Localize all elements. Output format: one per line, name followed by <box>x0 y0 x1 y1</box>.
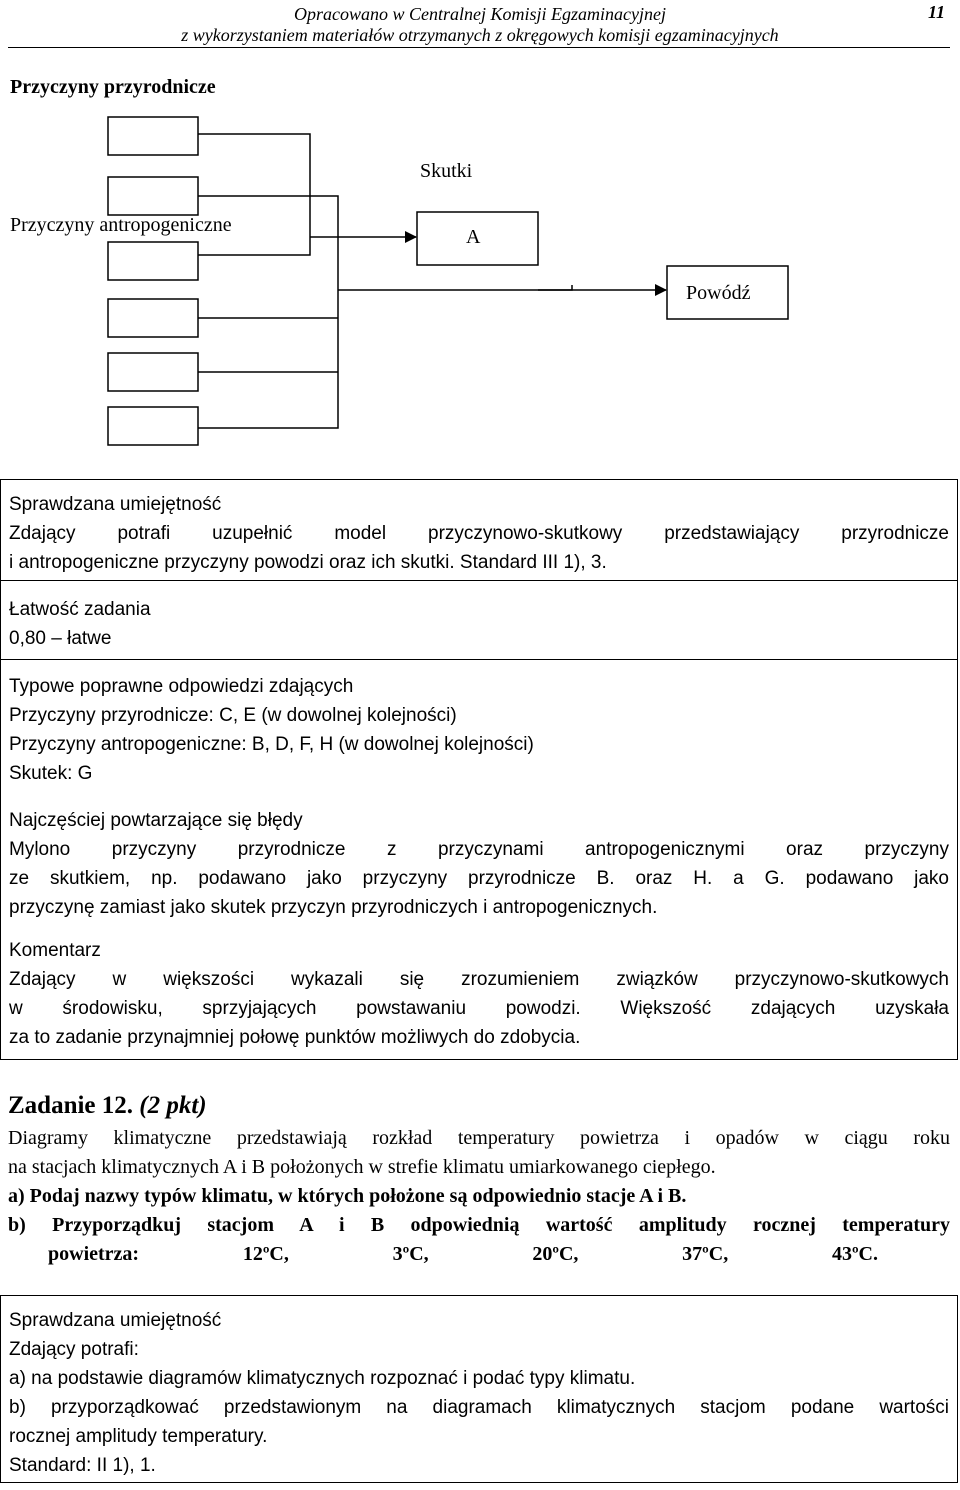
header-line-1: Opracowano w Centralnej Komisji Egzaminacyjnej <box>294 4 666 24</box>
errors-line-1: Mylono przyczyny przyrodnicze z przyczynami antropogenicznymi oraz przyczyny <box>9 839 949 860</box>
task12-part-b-values <box>48 1240 878 1269</box>
flood-box <box>667 266 788 319</box>
cause-box-1 <box>108 117 198 155</box>
cause-box-2 <box>108 177 198 215</box>
anthropogenic-causes-label: Przyczyny antropogeniczne <box>10 214 232 236</box>
cause-effect-diagram <box>0 0 960 460</box>
skill-line-1: Zdający potrafi uzupełnić model przyczynowo-skutkowy przedstawiający przyrodnicze <box>9 523 949 544</box>
task12-points: (2 pkt) <box>139 1092 207 1119</box>
effect-box-a <box>417 212 538 265</box>
anthropogenic-to-flood-connector <box>338 285 572 290</box>
errors-line-2: ze skutkiem, np. podawano jako przyczyny przyrodnicze B. oraz H. a G. podawano jako <box>9 868 949 889</box>
cause-box-5 <box>108 353 198 391</box>
answers-box <box>0 659 958 1060</box>
flood-label: Powódź <box>686 282 751 304</box>
box-a-label: A <box>466 226 481 248</box>
errors-line-3: przyczynę zamiast jako skutek przyczyn przyrodniczych i antropogenicznych. <box>9 897 658 918</box>
task12-intro-line-1: Diagramy klimatyczne przedstawiają rozkład temperatury powietrza i opadów w ciągu roku <box>8 1127 950 1149</box>
effects-label: Skutki <box>420 160 473 182</box>
task12-title: Zadanie 12. <box>8 1092 134 1119</box>
skill2-line-5: Standard: II 1), 1. <box>9 1455 156 1476</box>
comment-line-2: w środowisku, sprzyjających powstawaniu powodzi. Większość zdających uzyskała <box>9 998 949 1019</box>
answers-line-2: Przyczyny antropogeniczne: B, D, F, H (w dowolnej kolejności) <box>9 734 534 755</box>
task12-intro-line-2: na stacjach klimatycznych A i B położonych w strefie klimatu umiarkowanego ciepłego. <box>8 1156 716 1178</box>
comment-title: Komentarz <box>9 940 101 961</box>
skill-box <box>0 479 958 581</box>
cause-box-4 <box>108 299 198 337</box>
comment-line-1: Zdający w większości wykazali się zrozumieniem związków przyczynowo-skutkowych <box>9 969 949 990</box>
cause-box-3 <box>108 242 198 280</box>
ease-box <box>0 580 958 660</box>
amplitude-value-2: 3ºC, <box>392 1243 429 1265</box>
comment-line-3: za to zadanie przynajmniej połowę punktów możliwych do zdobycia. <box>9 1027 581 1048</box>
answers-line-1: Przyczyny przyrodnicze: C, E (w dowolnej kolejności) <box>9 705 457 726</box>
task12-part-b-label: powietrza: <box>48 1243 140 1265</box>
header-line-2: z wykorzystaniem materiałów otrzymanych z okręgowych komisji egzaminacyjnych <box>181 25 779 45</box>
page-number: 11 <box>928 2 946 22</box>
skill2-line-1: Zdający potrafi: <box>9 1339 139 1360</box>
anthropogenic-bracket <box>198 196 338 428</box>
amplitude-value-1: 12ºC, <box>242 1243 289 1265</box>
errors-title: Najczęściej powtarzające się błędy <box>9 810 303 831</box>
skill-box-2 <box>0 1295 958 1483</box>
task12-part-b-line-1: b) Przyporządkuj stacjom A i B odpowiednią wartość amplitudy rocznej temperatury <box>8 1214 950 1236</box>
skill2-line-3: b) przyporządkować przedstawionym na diagramach klimatycznych stacjom podane wartości <box>9 1397 949 1418</box>
ease-title: Łatwość zadania <box>9 599 151 620</box>
answers-title: Typowe poprawne odpowiedzi zdających <box>9 676 354 697</box>
skill2-title: Sprawdzana umiejętność <box>9 1310 222 1331</box>
skill-title: Sprawdzana umiejętność <box>9 494 222 515</box>
ease-value: 0,80 – łatwe <box>9 628 112 649</box>
natural-causes-label: Przyczyny przyrodnicze <box>10 76 216 98</box>
task12-part-a: a) Podaj nazwy typów klimatu, w których położone są odpowiednio stacje A i B. <box>8 1185 687 1207</box>
skill2-line-4: rocznej amplitudy temperatury. <box>9 1426 268 1447</box>
amplitude-value-4: 37ºC, <box>682 1243 729 1265</box>
amplitude-value-5: 43ºC. <box>831 1243 878 1265</box>
answers-line-3: Skutek: G <box>9 763 93 784</box>
natural-bracket <box>198 134 310 255</box>
skill-line-2: i antropogeniczne przyczyny powodzi oraz ich skutki. Standard III 1), 3. <box>9 552 607 573</box>
task12-heading <box>8 1092 207 1120</box>
cause-box-6 <box>108 407 198 445</box>
skill2-line-2: a) na podstawie diagramów klimatycznych rozpoznać i podać typy klimatu. <box>9 1368 636 1389</box>
amplitude-value-3: 20ºC, <box>532 1243 579 1265</box>
